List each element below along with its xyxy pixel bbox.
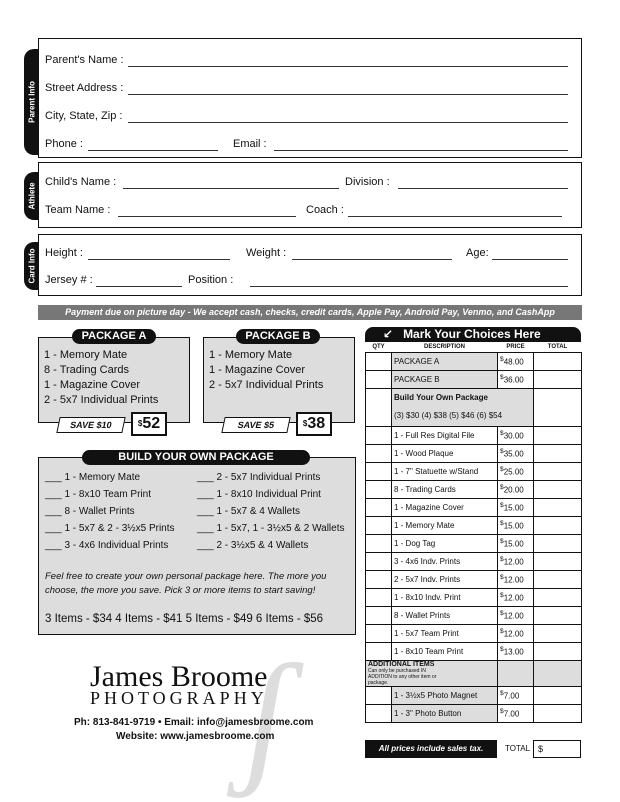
email-label: Email : <box>233 138 267 150</box>
byo-option[interactable]: ___ 1 - Memory Mate <box>45 472 141 483</box>
qty-cell[interactable] <box>366 426 392 444</box>
total-cell[interactable] <box>534 352 582 370</box>
description-cell: 1 - 7" Statuette w/Stand <box>392 462 498 480</box>
byo-table-title: Build Your Own Package <box>394 393 488 402</box>
description-cell: 1 - Full Res Digital File <box>392 426 498 444</box>
age-field[interactable] <box>492 259 568 260</box>
total-cell[interactable] <box>534 370 582 388</box>
athlete-tab: Athlete <box>24 172 40 220</box>
description-cell: 1 - 8x10 Team Print <box>392 642 498 660</box>
phone-field[interactable] <box>88 150 218 151</box>
description-cell: 8 - Wallet Prints <box>392 606 498 624</box>
arrow-down-left-icon: ↙ <box>383 327 394 341</box>
position-field[interactable] <box>250 286 568 287</box>
athlete-section <box>38 162 582 228</box>
parent-info-tab: Parent Info <box>24 49 40 155</box>
contact-website: Website: www.jamesbroome.com <box>116 731 275 742</box>
table-row <box>366 552 582 570</box>
sales-tax-note: All prices include sales tax. <box>365 740 497 758</box>
total-cell[interactable] <box>534 462 582 480</box>
package-a-item: 8 - Trading Cards <box>44 364 129 376</box>
child-name-field[interactable] <box>123 188 339 189</box>
division-label: Division : <box>345 176 390 188</box>
table-row <box>366 498 582 516</box>
qty-cell[interactable] <box>366 534 392 552</box>
mark-choices-header: ↙ Mark Your Choices Here <box>365 327 581 342</box>
total-label: TOTAL <box>505 744 531 753</box>
byo-table-cell <box>392 388 534 426</box>
jersey-field[interactable] <box>96 286 182 287</box>
qty-cell[interactable] <box>366 686 392 704</box>
weight-label: Weight : <box>246 247 287 259</box>
coach-label: Coach : <box>306 204 344 216</box>
price-cell: $12.00 <box>498 552 534 570</box>
team-name-field[interactable] <box>118 216 296 217</box>
qty-cell[interactable] <box>366 480 392 498</box>
total-cell[interactable] <box>534 686 582 704</box>
total-cell[interactable] <box>534 498 582 516</box>
total-cell[interactable] <box>534 480 582 498</box>
byo-note: Feel free to create your own personal package here. The more you choose, the more you save. Pick 3 or more items to start saving! <box>45 571 327 596</box>
additional-items-title: ADDITIONAL ITEMS Can only be purchased IN ADDITION to any other item or package. <box>366 660 498 686</box>
price-cell: $12.00 <box>498 624 534 642</box>
byo-option[interactable]: ___ 2 - 3½x5 & 4 Wallets <box>197 540 309 551</box>
price-cell: $48.00 <box>498 352 534 370</box>
contact-phone-email: Ph: 813-841-9719 • Email: info@jamesbroome.com <box>74 717 314 728</box>
total-cell[interactable] <box>534 552 582 570</box>
byo-option[interactable]: ___ 8 - Wallet Prints <box>45 506 135 517</box>
age-label: Age: <box>466 247 489 259</box>
package-b-title: PACKAGE B <box>236 329 320 344</box>
description-cell: 1 - 8x10 Indv. Print <box>392 588 498 606</box>
byo-option[interactable]: ___ 3 - 4x6 Individual Prints <box>45 540 169 551</box>
qty-column-header: QTY <box>372 343 385 350</box>
price-column-header: PRICE <box>506 343 525 350</box>
total-cell[interactable] <box>534 444 582 462</box>
team-name-label: Team Name : <box>45 204 111 216</box>
price-cell: $12.00 <box>498 606 534 624</box>
logo-watermark: ʃ <box>245 633 288 799</box>
package-b-price: $38 <box>296 412 332 436</box>
total-field[interactable]: $ <box>533 740 581 758</box>
payment-banner: Payment due on picture day - We accept cash, checks, credit cards, Apple Pay, Android Pay, Venmo, and CashApp <box>38 305 582 320</box>
byo-price-tiers: 3 Items - $34 4 Items - $41 5 Items - $49 6 Items - $56 <box>45 613 324 625</box>
qty-cell[interactable] <box>366 624 392 642</box>
card-info-tab: Card Info <box>24 242 40 290</box>
empty-cell <box>498 660 534 686</box>
description-cell: 2 - 5x7 Indv. Prints <box>392 570 498 588</box>
table-row <box>366 534 582 552</box>
description-cell: 1 - Magazine Cover <box>392 498 498 516</box>
description-column-header: DESCRIPTION <box>423 343 465 350</box>
coach-field[interactable] <box>348 216 562 217</box>
description-cell: 1 - Memory Mate <box>392 516 498 534</box>
qty-cell[interactable] <box>366 388 392 426</box>
description-cell: 1 - 3½x5 Photo Magnet <box>392 686 498 704</box>
description-cell: 1 - Wood Plaque <box>392 444 498 462</box>
package-b-save-badge: SAVE $5 <box>221 417 290 433</box>
qty-cell[interactable] <box>366 498 392 516</box>
qty-cell[interactable] <box>366 570 392 588</box>
total-cell[interactable] <box>534 642 582 660</box>
price-cell: $12.00 <box>498 570 534 588</box>
table-row <box>366 352 582 370</box>
table-row <box>366 444 582 462</box>
price-cell: $30.00 <box>498 426 534 444</box>
description-cell: 1 - 3" Photo Button <box>392 704 498 722</box>
price-cell: $15.00 <box>498 498 534 516</box>
table-row <box>366 686 582 704</box>
qty-cell[interactable] <box>366 352 392 370</box>
table-row <box>366 370 582 388</box>
package-a-item: 2 - 5x7 Individual Prints <box>44 394 159 406</box>
table-row <box>366 570 582 588</box>
total-cell[interactable] <box>534 588 582 606</box>
package-a-item: 1 - Memory Mate <box>44 349 128 361</box>
byo-option[interactable]: ___ 1 - 5x7, 1 - 3½x5 & 2 Wallets <box>197 523 345 534</box>
logo-name: James Broome <box>90 660 268 693</box>
position-label: Position : <box>188 274 234 286</box>
table-row <box>366 606 582 624</box>
total-cell[interactable] <box>534 624 582 642</box>
table-row <box>366 480 582 498</box>
description-cell: 1 - Dog Tag <box>392 534 498 552</box>
package-b-item: 1 - Memory Mate <box>209 349 293 361</box>
total-cell[interactable] <box>534 516 582 534</box>
byo-table-options: (3) $30 (4) $38 (5) $46 (6) $54 <box>394 411 503 420</box>
email-field[interactable] <box>274 150 568 151</box>
description-cell: 8 - Trading Cards <box>392 480 498 498</box>
order-table <box>365 342 582 723</box>
total-cell[interactable] <box>534 570 582 588</box>
total-cell[interactable] <box>534 534 582 552</box>
table-row <box>366 588 582 606</box>
byo-option[interactable]: ___ 1 - 5x7 & 4 Wallets <box>197 506 301 517</box>
table-row <box>366 642 582 660</box>
empty-cell <box>534 660 582 686</box>
qty-cell[interactable] <box>366 462 392 480</box>
price-cell: $25.00 <box>498 462 534 480</box>
table-row <box>366 624 582 642</box>
price-cell: $15.00 <box>498 534 534 552</box>
city-state-zip-field[interactable] <box>128 122 568 123</box>
parent-name-field[interactable] <box>128 66 568 67</box>
height-field[interactable] <box>88 259 230 260</box>
table-row <box>366 704 582 722</box>
price-cell: $15.00 <box>498 516 534 534</box>
byo-option[interactable]: ___ 1 - 5x7 & 2 - 3½x5 Prints <box>45 523 175 534</box>
byo-option[interactable]: ___ 1 - 8x10 Team Print <box>45 489 151 500</box>
package-a-title: PACKAGE A <box>72 329 156 344</box>
description-cell: PACKAGE A <box>392 352 498 370</box>
price-cell: $12.00 <box>498 588 534 606</box>
price-cell: $7.00 <box>498 704 534 722</box>
package-a-save-badge: SAVE $10 <box>56 417 125 433</box>
price-cell: $7.00 <box>498 686 534 704</box>
table-row <box>366 426 582 444</box>
price-cell: $20.00 <box>498 480 534 498</box>
package-a-item: 1 - Magazine Cover <box>44 379 140 391</box>
qty-cell[interactable] <box>366 606 392 624</box>
description-cell: PACKAGE B <box>392 370 498 388</box>
height-label: Height : <box>45 247 83 259</box>
qty-cell[interactable] <box>366 444 392 462</box>
table-row <box>366 660 582 686</box>
description-cell: 3 - 4x6 Indv. Prints <box>392 552 498 570</box>
price-cell: $13.00 <box>498 642 534 660</box>
weight-field[interactable] <box>292 259 452 260</box>
table-row <box>366 516 582 534</box>
qty-cell[interactable] <box>366 370 392 388</box>
parent-name-label: Parent's Name : <box>45 54 124 66</box>
child-name-label: Child's Name : <box>45 176 117 188</box>
logo-subtitle: PHOTOGRAPHY <box>90 688 268 708</box>
table-row <box>366 388 582 426</box>
byo-option[interactable]: ___ 1 - 8x10 Individual Print <box>197 489 321 500</box>
description-cell: 1 - 5x7 Team Print <box>392 624 498 642</box>
qty-cell[interactable] <box>366 588 392 606</box>
total-cell[interactable] <box>534 388 582 426</box>
street-address-label: Street Address : <box>45 82 124 94</box>
table-row <box>366 462 582 480</box>
total-cell[interactable] <box>534 704 582 722</box>
package-b-item: 1 - Magazine Cover <box>209 364 305 376</box>
package-b-item: 2 - 5x7 Individual Prints <box>209 379 324 391</box>
qty-cell[interactable] <box>366 552 392 570</box>
byo-title: BUILD YOUR OWN PACKAGE <box>82 450 310 465</box>
byo-option[interactable]: ___ 2 - 5x7 Individual Prints <box>197 472 321 483</box>
division-field[interactable] <box>398 188 568 189</box>
total-column-header: TOTAL <box>547 343 568 350</box>
qty-cell[interactable] <box>366 642 392 660</box>
price-cell: $35.00 <box>498 444 534 462</box>
price-cell: $36.00 <box>498 370 534 388</box>
qty-cell[interactable] <box>366 516 392 534</box>
package-a-price: $52 <box>131 412 167 436</box>
total-cell[interactable] <box>534 426 582 444</box>
phone-label: Phone : <box>45 138 83 150</box>
street-address-field[interactable] <box>128 94 568 95</box>
city-state-zip-label: City, State, Zip : <box>45 110 123 122</box>
qty-cell[interactable] <box>366 704 392 722</box>
jersey-label: Jersey # : <box>45 274 93 286</box>
total-cell[interactable] <box>534 606 582 624</box>
